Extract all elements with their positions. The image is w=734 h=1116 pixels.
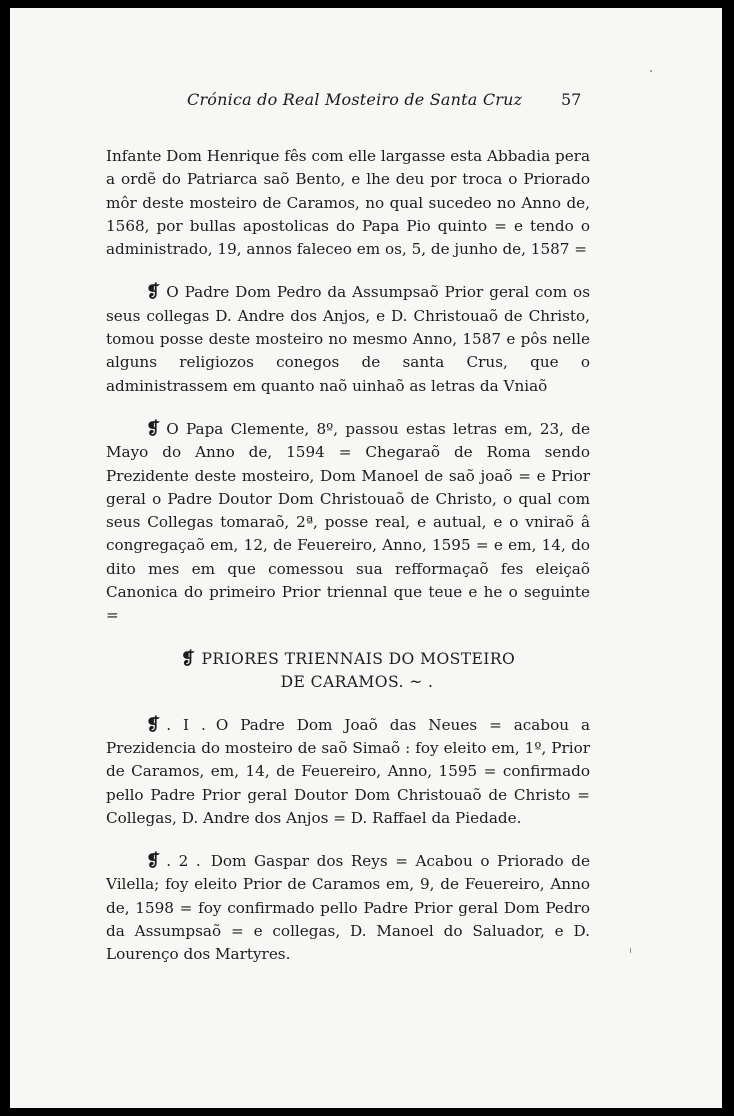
entry-number: . 2 . bbox=[166, 852, 201, 871]
running-header bbox=[10, 86, 722, 116]
section-heading-line-1: PRIORES TRIENNAIS DO MOSTEIRO bbox=[201, 649, 516, 668]
entry-text: Dom Gaspar dos Reys = Acabou o Priorado de Vilella; foy eleito Prior de Caramos em, 9, de Feuereiro, Anno de, 1598 = foy confirmado pello Padre Prior geral Dom Pedro da Assumpsaõ = e collegas, D. Manoel do Saluador, e D. Lourenço dos Martyres. bbox=[106, 852, 590, 964]
entry-text: O Padre Dom Joaõ das Neues = acabou a Prezidencia do mosteiro de saõ Simaõ : foy eleito em, 1º, Prior de Caramos, em, 14, de Feuereiro, Anno, 1595 = confirmado pello Padre Prior geral Doutor Dom Christouaõ de Christo = Collegas, D. Andre dos Anjos = D. Raffael da Piedade. bbox=[106, 715, 591, 827]
paragraph-3 bbox=[106, 418, 590, 628]
paragraph-1: Infante Dom Henrique fês com elle largasse esta Abbadia pera a ordẽ do Patriarca saõ Bento, e lhe deu por troca o Priorado môr deste mosteiro de Caramos, no qual sucedeo no Anno de, 1568, por bullas apostolicas do Papa Pio quinto = e tendo o administrado, 19, annos faleceo em os, 5, de junho de, 1587 = bbox=[106, 147, 590, 259]
pilcrow-mark: ❡ bbox=[180, 648, 196, 669]
section-heading-line-2: DE CARAMOS. ~ . bbox=[280, 672, 434, 691]
entry-number: . I . bbox=[166, 715, 206, 734]
paragraph-2 bbox=[106, 281, 590, 397]
prior-entry-2 bbox=[106, 850, 590, 966]
prior-entry-1 bbox=[106, 714, 590, 830]
body-text bbox=[106, 145, 590, 987]
pilcrow-mark: ❡ bbox=[146, 851, 161, 872]
paragraph-3-text: O Papa Clemente, 8º, passou estas letras em, 23, de Mayo do Anno de, 1594 = Chegaraõ de Roma sendo Prezidente deste mosteiro, Dom Manoel de saõ joaõ = e Prior geral o Padre Doutor Dom Christouaõ de Christo, o qual com seus Collegas tomaraõ, 2ª, posse real, e autual, e o vniraõ â congregaçaõ em, 12, de Feuereiro, Anno, 1595 = e em, 14, do dito mes em que comessou sua refformaçaõ fes eleiçaõ Canonica do primeiro Prior triennal que teue e he o seguinte = bbox=[106, 419, 590, 625]
page-number: 57 bbox=[561, 90, 582, 109]
paragraph-2-text: O Padre Dom Pedro da Assumpsaõ Prior geral com os seus collegas D. Andre dos Anjos, e D. Christouaõ de Christo, tomou posse deste mosteiro no mesmo Anno, 1587 e pôs nelle alguns religiozos conegos de santa Crus, que o administrassem em quanto naõ uinhaõ as letras da Vniaõ bbox=[106, 283, 590, 395]
pilcrow-mark: ❡ bbox=[146, 714, 161, 735]
scan-speck bbox=[650, 70, 652, 72]
pilcrow-mark: ❡ bbox=[146, 282, 161, 303]
book-page bbox=[10, 8, 722, 1108]
pilcrow-mark: ❡ bbox=[146, 418, 161, 439]
running-title: Crónica do Real Mosteiro de Santa Cruz bbox=[187, 90, 523, 109]
section-heading bbox=[106, 648, 590, 694]
scan-speck bbox=[630, 948, 631, 953]
